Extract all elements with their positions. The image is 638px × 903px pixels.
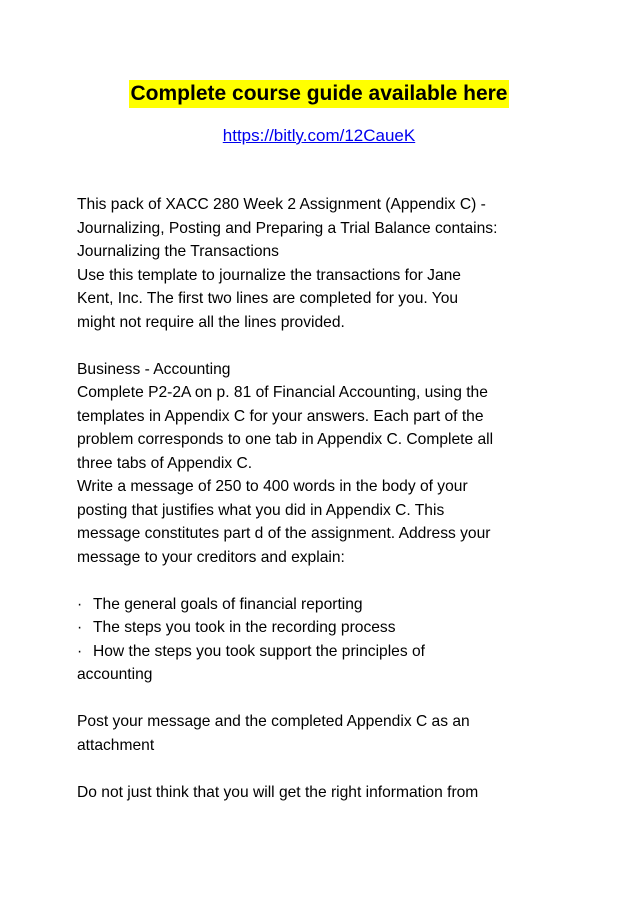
list-item-text: The general goals of financial reporting bbox=[93, 595, 363, 613]
text-line: Kent, Inc. The first two lines are completed for you. You bbox=[77, 290, 459, 307]
text-line: message constitutes part d of the assignment. Address your bbox=[77, 525, 491, 542]
paragraph-gap bbox=[77, 757, 577, 781]
text-line: Use this template to journalize the transactions for Jane bbox=[77, 266, 461, 284]
text-line: Post your message and the completed Appendix C as an bbox=[77, 713, 470, 730]
document-body bbox=[77, 193, 577, 804]
text-line: posting that justifies what you did in Appendix C. This bbox=[77, 501, 445, 519]
text-line: attachment bbox=[77, 736, 155, 754]
list-item bbox=[77, 616, 577, 640]
text-line: Journalizing, Posting and Preparing a Trial Balance contains: bbox=[77, 219, 498, 237]
closing-line: Do not just think that you will get the right information from bbox=[77, 783, 479, 801]
bullet-list bbox=[77, 593, 577, 687]
text-line: Complete P2-2A on p. 81 of Financial Accounting, using the bbox=[77, 384, 488, 401]
list-item-text: The steps you took in the recording process bbox=[93, 619, 396, 636]
post-paragraph bbox=[77, 710, 577, 757]
text-line: Journalizing the Transactions bbox=[77, 243, 279, 260]
task-paragraph bbox=[77, 358, 577, 570]
paragraph-gap bbox=[77, 687, 577, 711]
link-container bbox=[0, 124, 638, 148]
text-line: templates in Appendix C for your answers. Each part of the bbox=[77, 407, 484, 425]
paragraph-gap bbox=[77, 334, 577, 358]
list-item bbox=[77, 640, 577, 664]
text-line: might not require all the lines provided. bbox=[77, 313, 345, 331]
list-item bbox=[77, 593, 577, 617]
list-item-text: How the steps you took support the principles of bbox=[93, 642, 425, 660]
text-line: Write a message of 250 to 400 words in the body of your bbox=[77, 478, 468, 495]
headline-container bbox=[0, 80, 638, 108]
bullet-icon: · bbox=[77, 595, 83, 613]
text-line: three tabs of Appendix C. bbox=[77, 454, 253, 472]
course-guide-headline: Complete course guide available here bbox=[129, 80, 510, 108]
bullet-icon: · bbox=[77, 619, 83, 636]
intro-paragraph bbox=[77, 193, 577, 334]
bullet-icon: · bbox=[77, 642, 83, 660]
paragraph-gap bbox=[77, 569, 577, 593]
text-line: message to your creditors and explain: bbox=[77, 548, 345, 566]
course-guide-link[interactable]: https://bitly.com/12CaueK bbox=[222, 126, 416, 145]
list-item-continuation: accounting bbox=[77, 666, 153, 683]
text-line: This pack of XACC 280 Week 2 Assignment (Appendix C) - bbox=[77, 196, 486, 213]
text-line: Business - Accounting bbox=[77, 360, 231, 378]
text-line: problem corresponds to one tab in Appendix C. Complete all bbox=[77, 431, 494, 448]
